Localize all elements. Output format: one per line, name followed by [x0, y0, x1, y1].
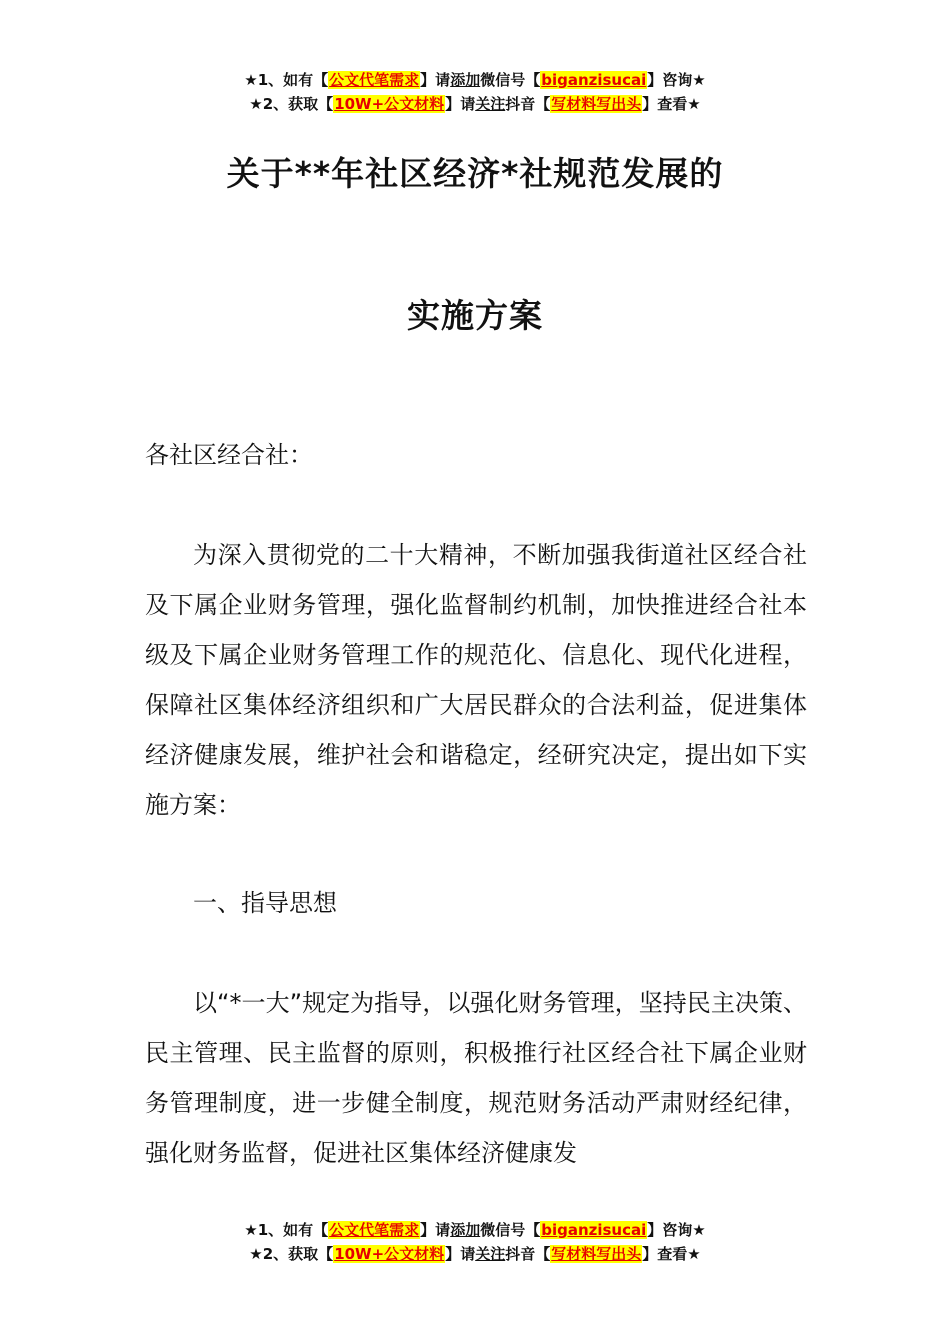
banner-text: 微信号【	[480, 1221, 541, 1239]
banner-highlight: 公文代笔需求	[329, 71, 420, 89]
document-title-line-2: 实施方案	[407, 296, 543, 335]
banner-text: ★1、如有【	[244, 1221, 329, 1239]
douyin-id-highlight: 写材料写出头	[551, 1245, 642, 1263]
banner-text: 】请	[420, 71, 451, 89]
banner-underlined: 添加	[450, 1221, 481, 1239]
section-heading: 一、指导思想	[193, 889, 337, 917]
banner-line-2	[0, 1242, 950, 1266]
banner-text: 】查看★	[642, 95, 701, 113]
wechat-id-highlight: biganzisucai	[541, 71, 647, 89]
banner-underlined: 关注	[475, 1245, 506, 1263]
banner-text: 】咨询★	[647, 71, 706, 89]
document-title-line-1: 关于**年社区经济*社规范发展的	[226, 154, 724, 193]
banner-text: 】请	[445, 95, 476, 113]
banner-line-2	[0, 92, 950, 116]
wechat-id-highlight: biganzisucai	[541, 1221, 647, 1239]
banner-text: 抖音【	[505, 1245, 551, 1263]
banner-text: ★1、如有【	[244, 71, 329, 89]
banner-text: 微信号【	[480, 71, 541, 89]
intro-paragraph: 为深入贯彻党的二十大精神，不断加强我街道社区经合社及下属企业财务管理，强化监督制约机制，加快推进经合社本级及下属企业财务管理工作的规范化、信息化、现代化进程，保障社区集体经济组织和广大居民群众的合法利益，促进集体经济健康发展，维护社会和谐稳定，经研究决定，提出如下实施方案：	[145, 541, 807, 819]
banner-text: 】咨询★	[647, 1221, 706, 1239]
banner-line-1	[0, 68, 950, 92]
banner-text: 抖音【	[505, 95, 551, 113]
banner-highlight: 10W+公文材料	[334, 1245, 445, 1263]
banner-text: 】请	[420, 1221, 451, 1239]
banner-highlight: 公文代笔需求	[329, 1221, 420, 1239]
banner-text: 】请	[445, 1245, 476, 1263]
bottom-banner	[0, 1218, 950, 1266]
salutation: 各社区经合社：	[145, 441, 313, 469]
guiding-paragraph: 以“*一大”规定为指导，以强化财务管理，坚持民主决策、民主管理、民主监督的原则，积极推行社区经合社下属企业财务管理制度，进一步健全制度，规范财务活动严肃财经纪律，强化财务监督，促进社区集体经济健康发	[145, 989, 807, 1167]
banner-text: ★2、获取【	[249, 95, 334, 113]
banner-underlined: 关注	[475, 95, 506, 113]
banner-text: 】查看★	[642, 1245, 701, 1263]
banner-text: ★2、获取【	[249, 1245, 334, 1263]
banner-line-1	[0, 1218, 950, 1242]
banner-underlined: 添加	[450, 71, 481, 89]
top-banner	[0, 68, 950, 116]
douyin-id-highlight: 写材料写出头	[551, 95, 642, 113]
banner-highlight: 10W+公文材料	[334, 95, 445, 113]
